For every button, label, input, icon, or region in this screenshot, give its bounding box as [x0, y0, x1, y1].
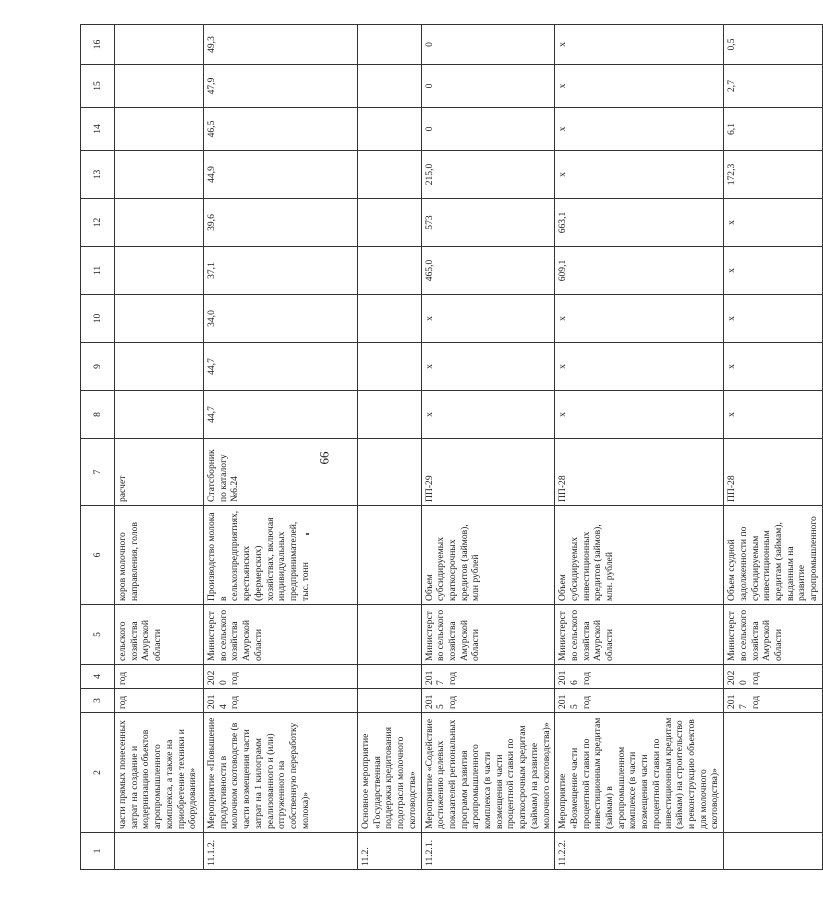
table-cell: ПП-28: [724, 439, 823, 506]
table-cell: 663,1: [555, 199, 724, 247]
table-cell: 34,0: [204, 295, 358, 343]
table-cell: [724, 833, 823, 870]
table-cell: 11.2.: [358, 833, 422, 870]
header-cell: 3: [81, 689, 115, 713]
table-row: [421, 25, 555, 870]
table-cell: х: [555, 343, 724, 391]
table-cell: [115, 199, 204, 247]
table-cell: 11.1.2.: [204, 833, 358, 870]
table-cell: х: [555, 295, 724, 343]
table-row: [555, 25, 724, 870]
table-cell: [115, 247, 204, 295]
header-cell: 4: [81, 665, 115, 689]
table-cell: [358, 108, 422, 151]
header-cell: 15: [81, 65, 115, 108]
table-cell: 47,9: [204, 65, 358, 108]
table-cell: 44,9: [204, 151, 358, 199]
table-cell: [358, 295, 422, 343]
table-cell: 2014 год: [204, 689, 358, 713]
document-table: [80, 25, 820, 870]
table-cell: 44,7: [204, 343, 358, 391]
header-cell: 9: [81, 343, 115, 391]
table-header-row: [81, 25, 115, 870]
table-cell: [358, 343, 422, 391]
table-cell: 2016 год: [555, 665, 724, 689]
header-cell: 16: [81, 25, 115, 65]
header-cell: 8: [81, 391, 115, 439]
table-cell: Мероприятие «Повышение продуктивности в молочном скотоводстве (в части возмещения части затрат на 1 килограмм реализованного и (или) отгруженного на собственную переработку молока)»: [204, 713, 358, 833]
table-cell: Министерство сельского хозяйства Амурской области: [555, 605, 724, 665]
header-cell: 11: [81, 247, 115, 295]
table-row: [724, 25, 823, 870]
table-cell: [358, 439, 422, 506]
table-cell: 2017 год: [421, 665, 555, 689]
table-cell: части прямых понесенных затрат на создание и модернизацию объектов агропромышленного комплекса, а также на приобретение техники и оборудования»: [115, 713, 204, 833]
table-cell: х: [555, 108, 724, 151]
table-cell: 2015 год: [555, 689, 724, 713]
table-cell: [115, 391, 204, 439]
table-cell: х: [724, 295, 823, 343]
table-cell: х: [421, 391, 555, 439]
table-cell: [115, 833, 204, 870]
table-cell: [358, 665, 422, 689]
table-cell: Статсборник по каталогу №6.24: [204, 439, 358, 506]
table-cell: х: [555, 151, 724, 199]
header-cell: 1: [81, 833, 115, 870]
table-cell: [115, 65, 204, 108]
table-cell: Мероприятие «Возмещение части процентной ставки по инвестиционным кредитам (займам) в агропромышленном комплексе (в части возмещения части процентной ставки по инвестиционным кредитам (займам) на строительство и реконструкцию объектов для молочного скотоводства)»: [555, 713, 724, 833]
table-cell: год: [115, 689, 204, 713]
table-cell: х: [421, 343, 555, 391]
table-cell: Министерство сельского хозяйства Амурской области: [204, 605, 358, 665]
table-cell: 0: [421, 25, 555, 65]
table-cell: х: [724, 199, 823, 247]
table-cell: Объем субсидируемых инвестиционных кредитов (займов), млн. рублей: [555, 506, 724, 605]
table-cell: 49,3: [204, 25, 358, 65]
table-cell: Министерство сельского хозяйства Амурской области: [724, 605, 823, 665]
table-cell: 44,7: [204, 391, 358, 439]
table-cell: 215,0: [421, 151, 555, 199]
table-cell: 2020 год: [724, 665, 823, 689]
table-cell: 0: [421, 65, 555, 108]
header-cell: 5: [81, 605, 115, 665]
table-cell: Производство молока в сельхозпредприятиях, крестьянских (фермерских) хозяйствах, включая индивидуальных предпринимателей, тыс. тонн: [204, 506, 358, 605]
table-cell: [115, 25, 204, 65]
table-cell: 0: [421, 108, 555, 151]
table-cell: 37,1: [204, 247, 358, 295]
table-cell: [115, 151, 204, 199]
header-cell: 13: [81, 151, 115, 199]
table-cell: [115, 343, 204, 391]
page-number: 66: [316, 451, 332, 465]
table-cell: [358, 605, 422, 665]
table-cell: х: [724, 343, 823, 391]
table-cell: 2017 год: [724, 689, 823, 713]
table-cell: [724, 713, 823, 833]
table-cell: 11.2.2.: [555, 833, 724, 870]
table-cell: [358, 391, 422, 439]
table-cell: 46,5: [204, 108, 358, 151]
table-cell: [358, 151, 422, 199]
table-cell: х: [555, 65, 724, 108]
table-cell: 11.2.1.: [421, 833, 555, 870]
table-cell: х: [555, 391, 724, 439]
table-cell: Объем субсидируемых краткосрочных кредитов (займов), млн рублей: [421, 506, 555, 605]
table-cell: 172,3: [724, 151, 823, 199]
table-cell: год: [115, 665, 204, 689]
table-cell: [358, 247, 422, 295]
table-cell: [358, 25, 422, 65]
table-cell: х: [555, 25, 724, 65]
table-cell: 609,1: [555, 247, 724, 295]
header-cell: 12: [81, 199, 115, 247]
table-cell: Основное мероприятие «Государственная поддержка кредитования подотрасли молочного скотоводства»: [358, 713, 422, 833]
table-cell: 2020 год: [204, 665, 358, 689]
table-cell: х: [421, 295, 555, 343]
table-cell: 39,6: [204, 199, 358, 247]
table-cell: коров молочного направления, голов: [115, 506, 204, 605]
header-cell: 2: [81, 713, 115, 833]
table-cell: 0,5: [724, 25, 823, 65]
table-cell: [358, 689, 422, 713]
table-cell: 573: [421, 199, 555, 247]
table-cell: [115, 108, 204, 151]
table-cell: [358, 65, 422, 108]
header-cell: 14: [81, 108, 115, 151]
table-cell: [358, 199, 422, 247]
header-cell: 7: [81, 439, 115, 506]
table-cell: х: [724, 391, 823, 439]
table-cell: [358, 506, 422, 605]
table-cell: ПП-28: [555, 439, 724, 506]
table-cell: [115, 295, 204, 343]
header-cell: 6: [81, 506, 115, 605]
table-row: [204, 25, 358, 870]
table-cell: Мероприятие «Содействие достижению целевых показателей региональных программ развития агропромышленного комплекса (в части возмещения части процентной ставки по краткосрочным кредитам (займам) на развитие молочного скотоводства)»: [421, 713, 555, 833]
table-cell: расчет: [115, 439, 204, 506]
table-cell: ПП-29: [421, 439, 555, 506]
table-cell: 2015 год: [421, 689, 555, 713]
table-cell: Объем ссудной задолженности по субсидируемым инвестиционным кредитам (займам), выданным на развитие агропромышленного: [724, 506, 823, 605]
indicator-table: [80, 24, 823, 870]
table-cell: 2,7: [724, 65, 823, 108]
table-row: [115, 25, 204, 870]
table-row: [358, 25, 422, 870]
table-cell: Министерство сельского хозяйства Амурской области: [421, 605, 555, 665]
table-cell: сельского хозяйства Амурской области: [115, 605, 204, 665]
header-cell: 10: [81, 295, 115, 343]
table-cell: 6,1: [724, 108, 823, 151]
table-cell: 465,0: [421, 247, 555, 295]
table-cell: х: [724, 247, 823, 295]
